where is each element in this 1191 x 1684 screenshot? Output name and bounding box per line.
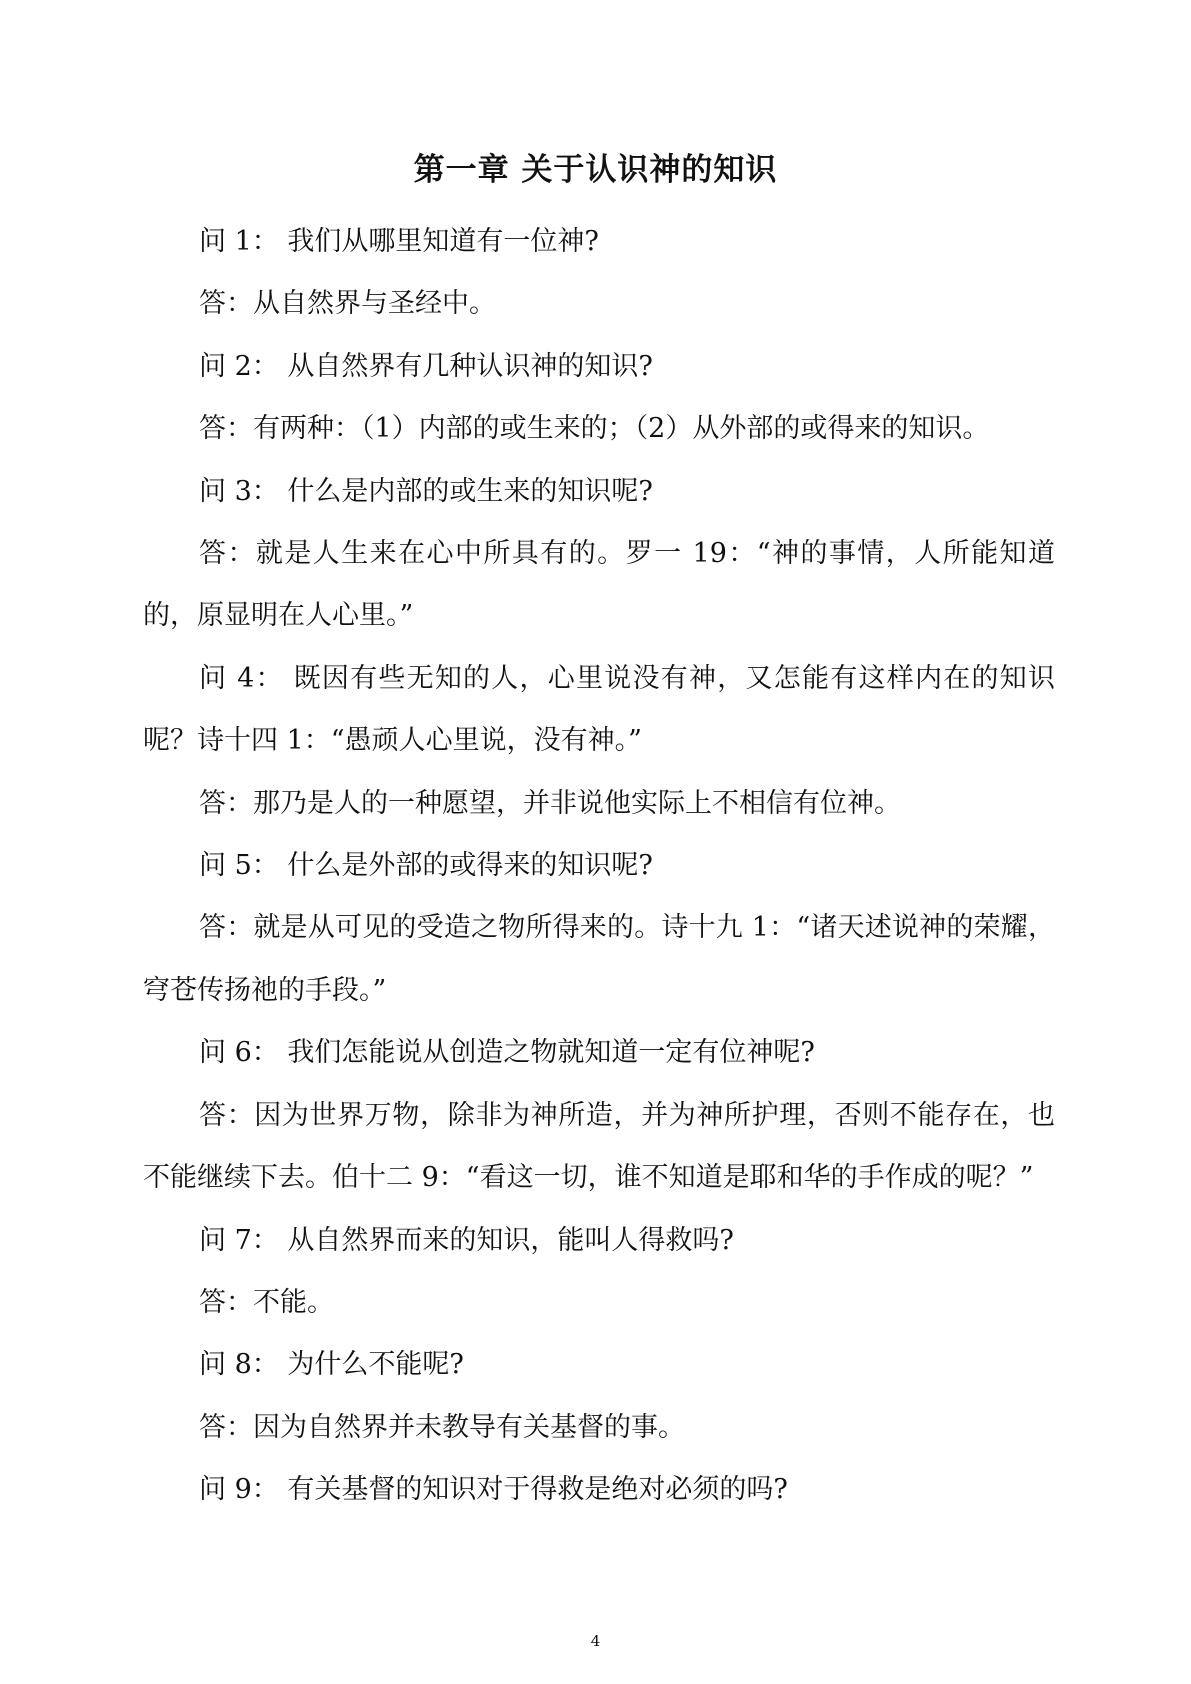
paragraph-q3: 问 3： 什么是内部的或生来的知识呢? (199, 475, 653, 507)
paragraph-a5: 答：就是从可见的受造之物所得来的。诗十九 1：“诸天述说神的荣耀，穹苍传扬祂的手段。” (143, 912, 1055, 1006)
paragraph-q4: 问 4： 既因有些无知的人，心里说没有神，又怎能有这样内在的知识呢？诗十四 1：“愚顽人心里说，没有神。” (143, 662, 1055, 757)
paragraph-q8: 问 8： 为什么不能呢? (199, 1349, 464, 1381)
paragraph-q7: 问 7： 从自然界而来的知识，能叫人得救吗? (199, 1224, 734, 1256)
document-body (143, 211, 1055, 1522)
paragraph-a8: 答：因为自然界并未教导有关基督的事。 (199, 1411, 685, 1443)
paragraph-q6: 问 6： 我们怎能说从创造之物就知道一定有位神呢? (199, 1037, 815, 1069)
paragraph-q2: 问 2： 从自然界有几种认识神的知识? (199, 350, 653, 382)
paragraph-a6: 答：因为世界万物，除非为神所造，并为神所护理，否则不能存在，也不能继续下去。伯十二 9：“看这一切，谁不知道是耶和华的手作成的呢？” (143, 1099, 1055, 1194)
paragraph-q1: 问 1： 我们从哪里知道有一位神? (199, 226, 599, 257)
paragraph-a3: 答：就是人生来在心中所具有的。罗一 19：“神的事情，人所能知道的，原显明在人心里。” (143, 538, 1055, 632)
page-number: 4 (590, 1632, 601, 1650)
paragraph-q5: 问 5： 什么是外部的或得来的知识呢? (199, 850, 653, 882)
paragraph-a1: 答：从自然界与圣经中。 (199, 288, 496, 320)
chapter-title: 第一章 关于认识神的知识 (413, 152, 778, 188)
paragraph-q9: 问 9： 有关基督的知识对于得救是绝对必须的吗? (199, 1474, 788, 1506)
paragraph-a4: 答：那乃是人的一种愿望，并非说他实际上不相信有位神。 (199, 787, 901, 819)
paragraph-a2: 答：有两种：（1）内部的或生来的；（2）从外部的或得来的知识。 (199, 413, 990, 445)
paragraph-a7: 答：不能。 (199, 1286, 334, 1318)
